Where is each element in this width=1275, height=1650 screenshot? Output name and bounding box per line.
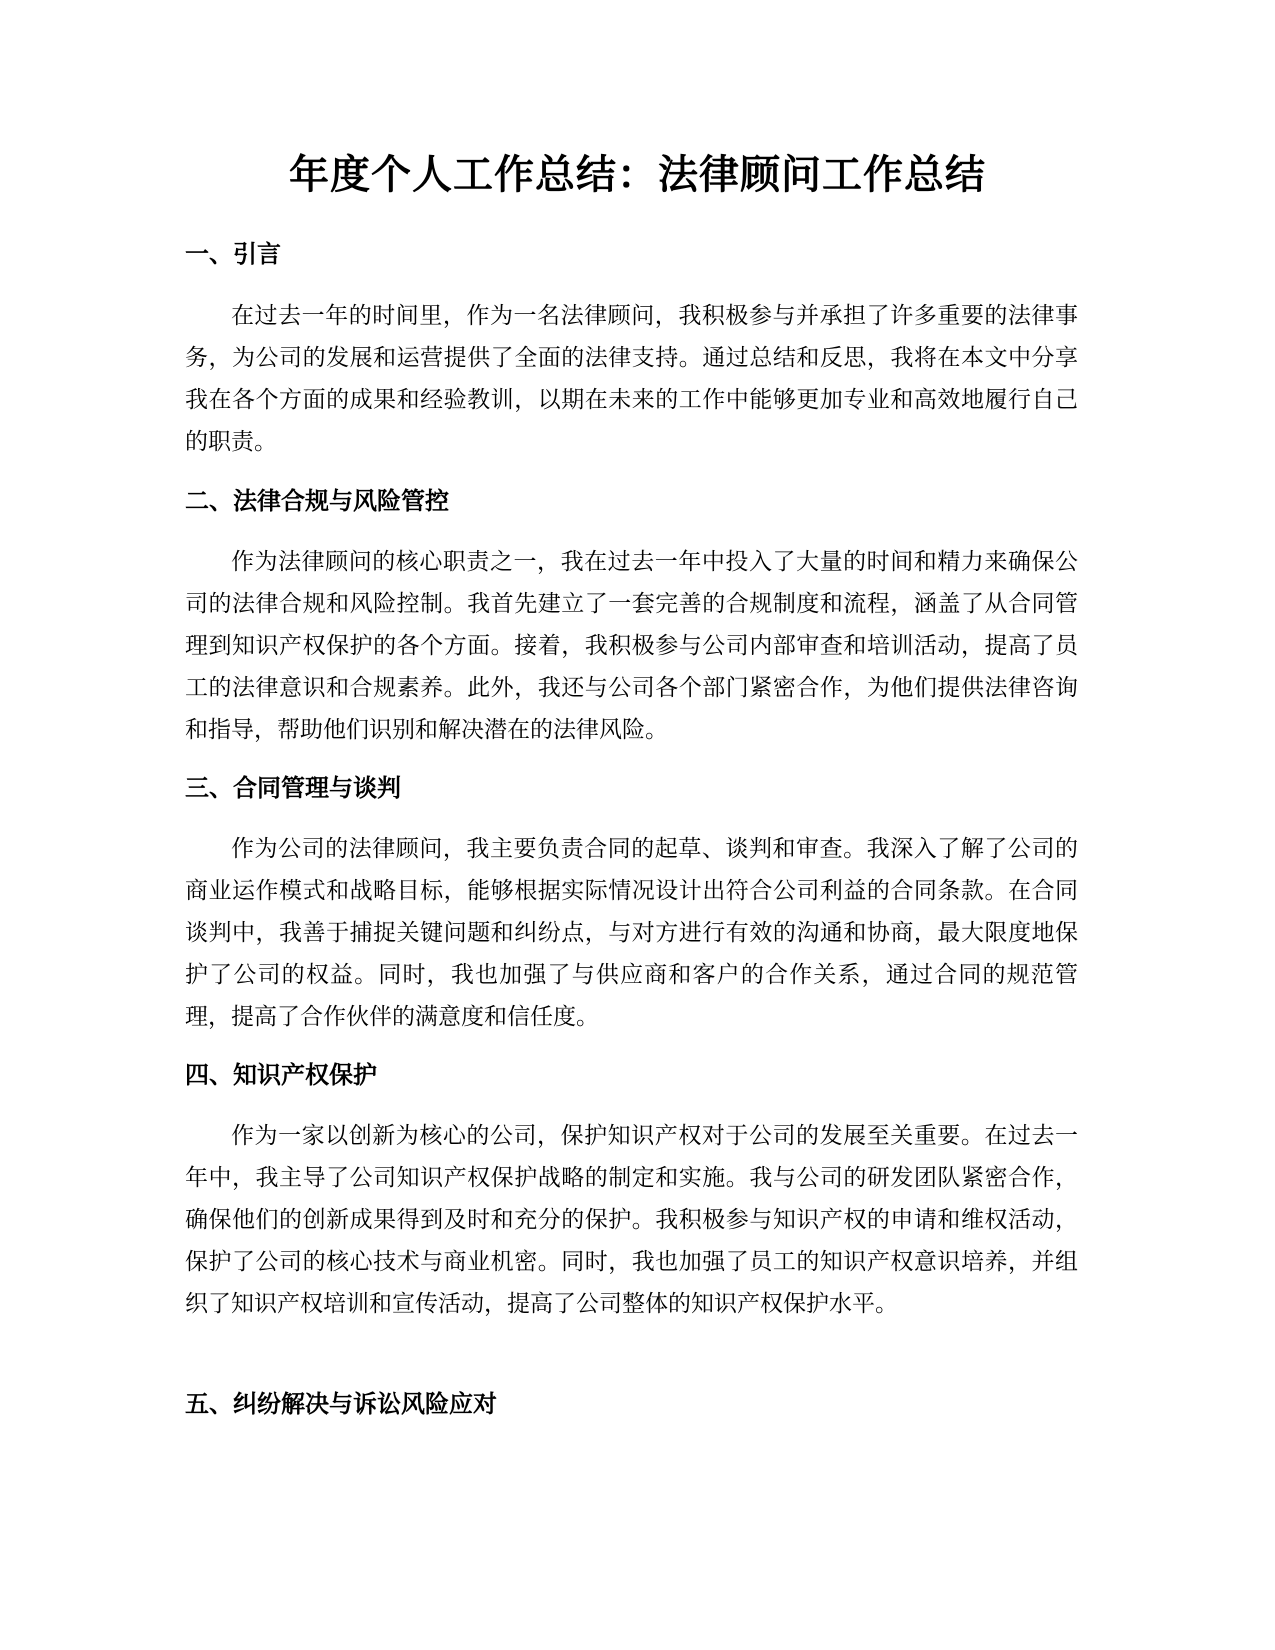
section-body-compliance: 作为法律顾问的核心职责之一，我在过去一年中投入了大量的时间和精力来确保公司的法律合规和风险控制。我首先建立了一套完善的合规制度和流程，涵盖了从合同管理到知识产权保护的各个方面。接着，我积极参与公司内部审查和培训活动，提高了员工的法律意识和合规素养。此外，我还与公司各个部门紧密合作，为他们提供法律咨询和指导，帮助他们识别和解决潜在的法律风险。 — [185, 549, 1078, 743]
section-heading-introduction: 一、引言 — [185, 240, 281, 268]
document-title: 年度个人工作总结：法律顾问工作总结 — [289, 152, 986, 198]
section-heading-contracts: 三、合同管理与谈判 — [185, 774, 401, 802]
section-body-introduction: 在过去一年的时间里，作为一名法律顾问，我积极参与并承担了许多重要的法律事务，为公司的发展和运营提供了全面的法律支持。通过总结和反思，我将在本文中分享我在各个方面的成果和经验教训，以期在未来的工作中能够更加专业和高效地履行自己的职责。 — [185, 303, 1078, 455]
section-body-contracts: 作为公司的法律顾问，我主要负责合同的起草、谈判和审查。我深入了解了公司的商业运作模式和战略目标，能够根据实际情况设计出符合公司利益的合同条款。在合同谈判中，我善于捕捉关键问题和纠纷点，与对方进行有效的沟通和协商，最大限度地保护了公司的权益。同时，我也加强了与供应商和客户的合作关系，通过合同的规范管理，提高了合作伙伴的满意度和信任度。 — [185, 836, 1078, 1030]
section-body-ip-protection: 作为一家以创新为核心的公司，保护知识产权对于公司的发展至关重要。在过去一年中，我主导了公司知识产权保护战略的制定和实施。我与公司的研发团队紧密合作，确保他们的创新成果得到及时和充分的保护。我积极参与知识产权的申请和维权活动，保护了公司的核心技术与商业机密。同时，我也加强了员工的知识产权意识培养，并组织了知识产权培训和宣传活动，提高了公司整体的知识产权保护水平。 — [185, 1123, 1078, 1317]
section-heading-ip-protection: 四、知识产权保护 — [185, 1061, 377, 1089]
section-heading-disputes: 五、纠纷解决与诉讼风险应对 — [185, 1390, 497, 1418]
section-heading-compliance: 二、法律合规与风险管控 — [185, 487, 449, 515]
